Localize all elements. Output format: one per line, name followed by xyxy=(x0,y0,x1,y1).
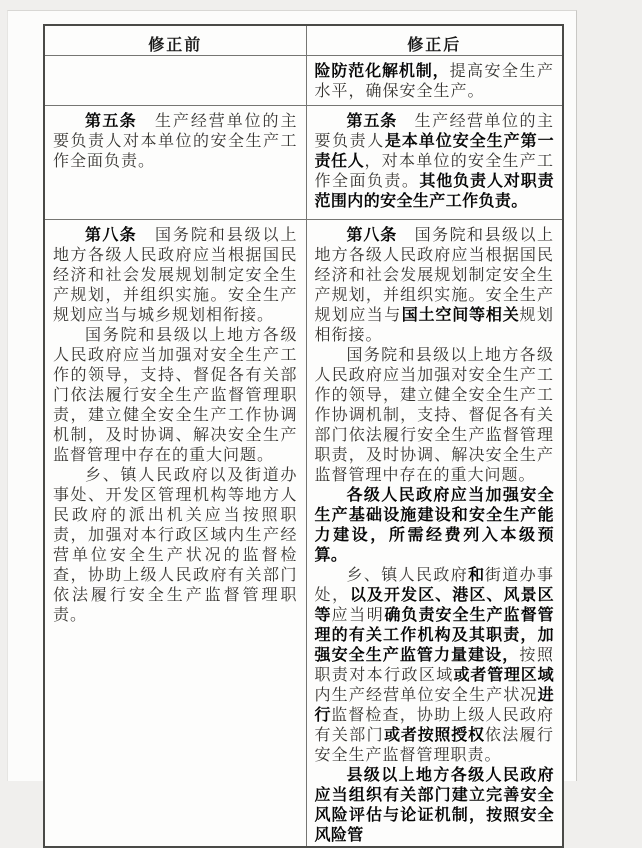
paragraph xyxy=(315,566,555,766)
paragraph xyxy=(315,486,555,566)
paragraph xyxy=(53,112,298,172)
text-run: 应当明 xyxy=(331,607,385,624)
paragraph xyxy=(53,326,298,466)
amended-text-run: 险防范化解机制， xyxy=(314,63,450,80)
amended-text-run: 国土空间等相关 xyxy=(401,307,520,324)
amended-text-run: 第八条 xyxy=(346,227,398,244)
text-run: 按照职责对本行政区域 xyxy=(314,647,554,684)
cell-after xyxy=(306,106,563,220)
text-run: 国务院和县级以上地方各级人民政府应当根据国民经济和社会发展规划制定安全生产规划，并组织实施。安全生产规划应当与 xyxy=(314,227,554,324)
text-run: 生产经营单位的主要负责人对本单位的安全生产工作全面负责。 xyxy=(53,113,298,170)
table-body xyxy=(44,56,563,848)
cell-before xyxy=(44,106,306,220)
cell-after xyxy=(306,56,563,106)
paragraph xyxy=(315,766,555,846)
paragraph xyxy=(315,226,555,346)
column-header-after: 修正后 xyxy=(306,25,563,56)
amendment-comparison-table xyxy=(43,24,564,848)
amended-text-run: 其他负责人对职责范围内的安全生产工作负责。 xyxy=(314,173,554,210)
text-run: 乡、镇人民政府 xyxy=(346,567,469,584)
amended-text-run: 第八条 xyxy=(85,227,138,244)
text-run: 国务院和县级以上地方各级人民政府应当根据国民经济和社会发展规划制定安全生产规划，并组织实施。安全生产规划应当与城乡规划相衔接。 xyxy=(53,227,298,324)
text-run: 依法履行安全生产监督管理职责。 xyxy=(314,727,554,764)
table-row xyxy=(44,106,563,220)
table-row xyxy=(44,220,563,848)
paragraph xyxy=(53,226,298,326)
cell-after xyxy=(306,220,563,848)
amended-text-run: 县级以上地方各级人民政府应当组织有关部门建立完善安全风险评估与论证机制，按照安全风险管 xyxy=(314,767,554,844)
paragraph xyxy=(53,466,298,626)
amended-text-run: 是本单位安全生产第一责任人 xyxy=(314,133,554,170)
table-row xyxy=(44,56,563,106)
amended-text-run: 确负责安全生产监督管理的有关工作机构及其职责，加强安全生产监管力量建设， xyxy=(314,607,554,664)
amended-text-run: 和 xyxy=(468,567,485,584)
amended-text-run: 第五条 xyxy=(346,113,398,130)
text-run: ，对本单位的安全生产工作全面负责。 xyxy=(314,153,554,190)
text-run: 内生产经营单位安全生产状况 xyxy=(314,687,538,704)
amended-text-run: 进行 xyxy=(314,687,554,724)
paragraph xyxy=(315,112,555,212)
paragraph xyxy=(315,62,555,102)
amended-text-run: 第五条 xyxy=(85,113,138,130)
text-run: 国务院和县级以上地方各级人民政府应当加强对安全生产工作的领导，支持、督促各有关部门依法履行安全生产监督管理职责，建立健全安全生产工作协调机制，及时协调、解决安全生产监督管理中存在的重大问题。 xyxy=(53,327,298,464)
text-run: 监督检查，协助上级人民政府有关部门 xyxy=(314,707,554,744)
column-header-before: 修正前 xyxy=(44,25,306,56)
text-run: 乡、镇人民政府以及街道办事处、开发区管理机构等地方人民政府的派出机关应当按照职责，加强对本行政区域内生产经营单位安全生产状况的监督检查，协助上级人民政府有关部门依法履行安全生产监督管理职责。 xyxy=(53,467,298,624)
cell-before xyxy=(44,56,306,106)
text-run: 规划相衔接。 xyxy=(314,307,554,344)
paragraph xyxy=(315,346,555,486)
amended-text-run: 或者按照授权 xyxy=(384,727,485,744)
amended-text-run: 各级人民政府应当加强安全生产基础设施建设和安全生产能力建设，所需经费列入本级预算。 xyxy=(314,487,554,564)
cell-before xyxy=(44,220,306,848)
amended-text-run: 或者管理区域 xyxy=(453,667,554,684)
text-run: 街道办事处， xyxy=(314,567,554,604)
text-run: 生产经营单位的主要负责人 xyxy=(314,113,554,150)
table-header-row xyxy=(44,25,563,56)
text-run: 提高安全生产水平，确保安全生产。 xyxy=(314,63,554,100)
text-run: 国务院和县级以上地方各级人民政府应当加强对安全生产工作的领导，建立健全安全生产工作协调机制，支持、督促各有关部门依法履行安全生产监督管理职责，及时协调、解决安全生产监督管理中存在的重大问题。 xyxy=(314,347,554,484)
amended-text-run: 以及开发区、港区、风景区等 xyxy=(314,587,554,624)
